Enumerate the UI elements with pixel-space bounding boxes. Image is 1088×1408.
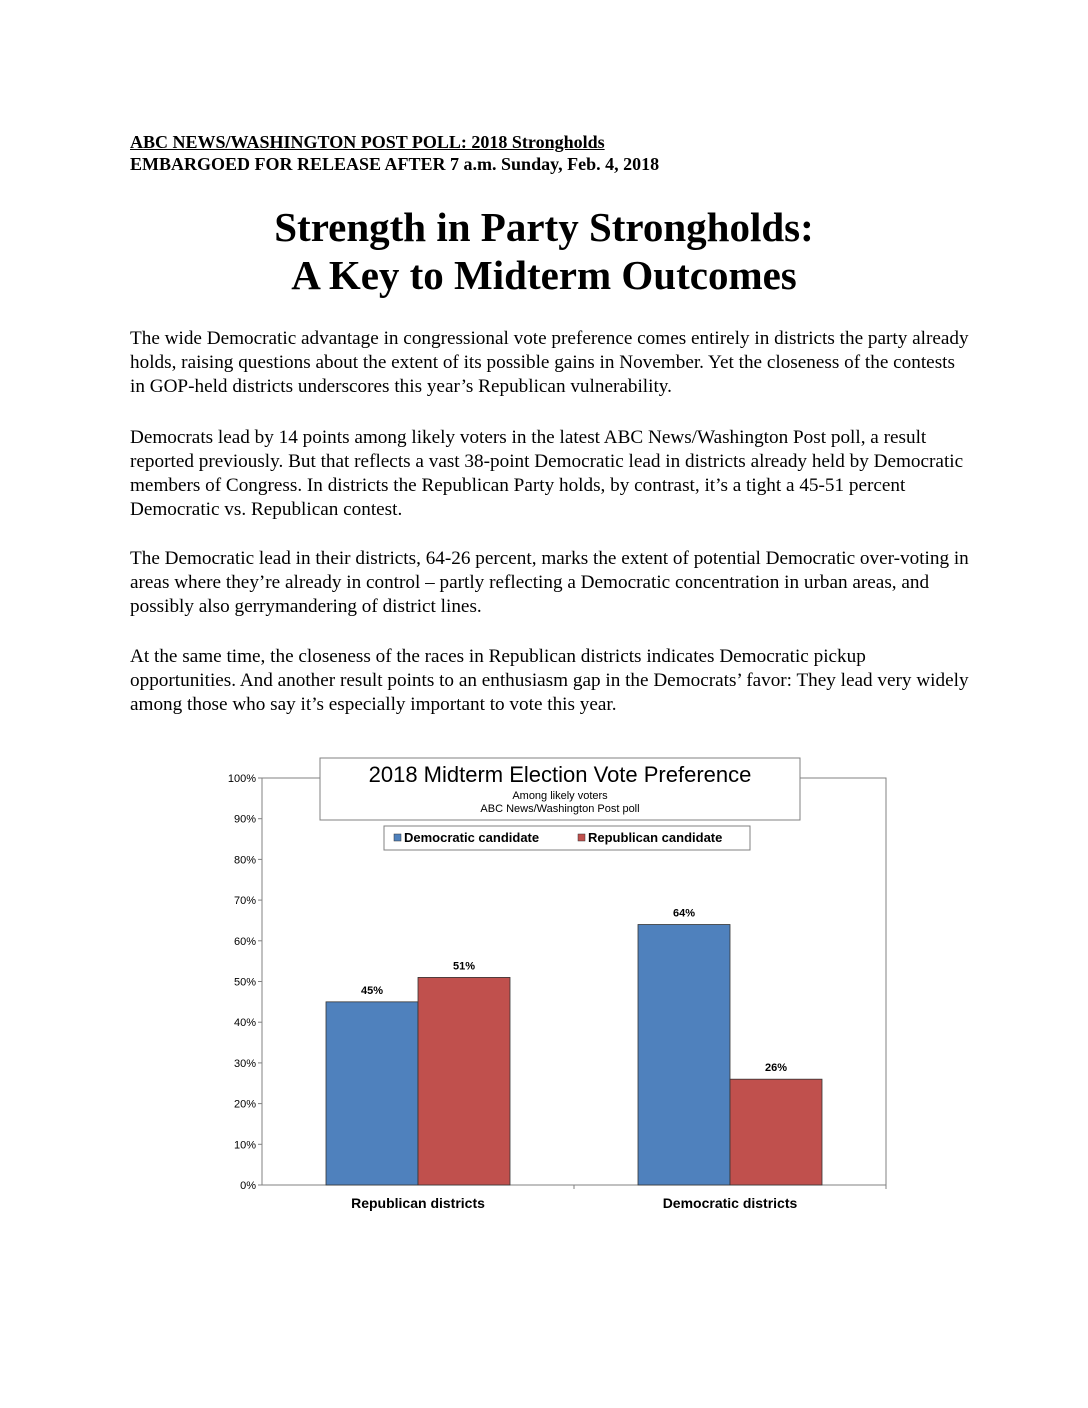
y-tick-label: 70% [233, 895, 256, 908]
bar [418, 977, 510, 1185]
paragraph-3: The Democratic lead in their districts, 64-26 percent, marks the extent of potential Democratic over-voting in areas where they’re already in control – partly reflecting a Democratic concentration in urban areas, and possibly also gerrymandering of district lines. [130, 548, 969, 617]
x-category-label: Democratic districts [662, 1195, 798, 1211]
y-tick-label: 80% [233, 854, 256, 867]
x-category-label: Republican districts [351, 1195, 485, 1211]
paragraph-1: The wide Democratic advantage in congressional vote preference comes entirely in districts the party already holds, raising questions about the extent of its possible gains in November. Yet the closeness of the contests in GOP-held districts underscores this year’s Republican vulnerability. [130, 328, 969, 397]
chart-subtitle: ABC News/Washington Post poll [480, 803, 640, 815]
bar-value-label: 51% [452, 960, 476, 973]
y-tick-label: 100% [227, 773, 256, 785]
legend-label: Republican candidate [588, 830, 723, 845]
y-tick-label: 40% [233, 1017, 256, 1030]
title-line-1: Strength in Party Strongholds: [274, 204, 814, 250]
paragraph-4: At the same time, the closeness of the races in Republican districts indicates Democratic pickup opportunities. And another result points to an enthusiasm gap in the Democrats’ favor: They lead very widely among those who say it’s especially important to vote this year. [130, 646, 969, 715]
poll-header: ABC NEWS/WASHINGTON POST POLL: 2018 Strongholds [130, 132, 605, 152]
document-title [0, 203, 1088, 299]
y-tick-label: 50% [233, 976, 256, 989]
y-tick-label: 10% [233, 1139, 256, 1152]
y-tick-label: 30% [233, 1057, 256, 1070]
bar-value-label: 26% [764, 1062, 788, 1075]
y-tick-label: 20% [233, 1098, 256, 1111]
legend-swatch [394, 834, 401, 841]
chart-subtitle: Among likely voters [512, 790, 608, 802]
chart-title: 2018 Midterm Election Vote Preference [368, 762, 752, 787]
embargo-notice: EMBARGOED FOR RELEASE AFTER 7 a.m. Sunday, Feb. 4, 2018 [130, 154, 660, 174]
paragraph-2: Democrats lead by 14 points among likely voters in the latest ABC News/Washington Post poll, a result reported previously. But that reflects a vast 38-point Democratic lead in districts already held by Democratic members of Congress. In districts the Republican Party holds, by contrast, it’s a tight a 45-51 percent Democratic vs. Republican contest. [130, 427, 964, 520]
bar-value-label: 64% [672, 907, 696, 920]
y-tick-label: 60% [233, 935, 256, 948]
vote-preference-chart [180, 750, 900, 1220]
y-tick-label: 0% [240, 1180, 256, 1192]
y-tick-label: 90% [233, 813, 256, 826]
legend-swatch [578, 834, 585, 841]
bar [730, 1079, 822, 1185]
release-header [130, 131, 659, 175]
bar [638, 925, 730, 1185]
legend-label: Democratic candidate [404, 830, 540, 845]
title-line-2: A Key to Midterm Outcomes [291, 252, 797, 298]
bar-value-label: 45% [360, 984, 384, 997]
bar [326, 1002, 418, 1185]
